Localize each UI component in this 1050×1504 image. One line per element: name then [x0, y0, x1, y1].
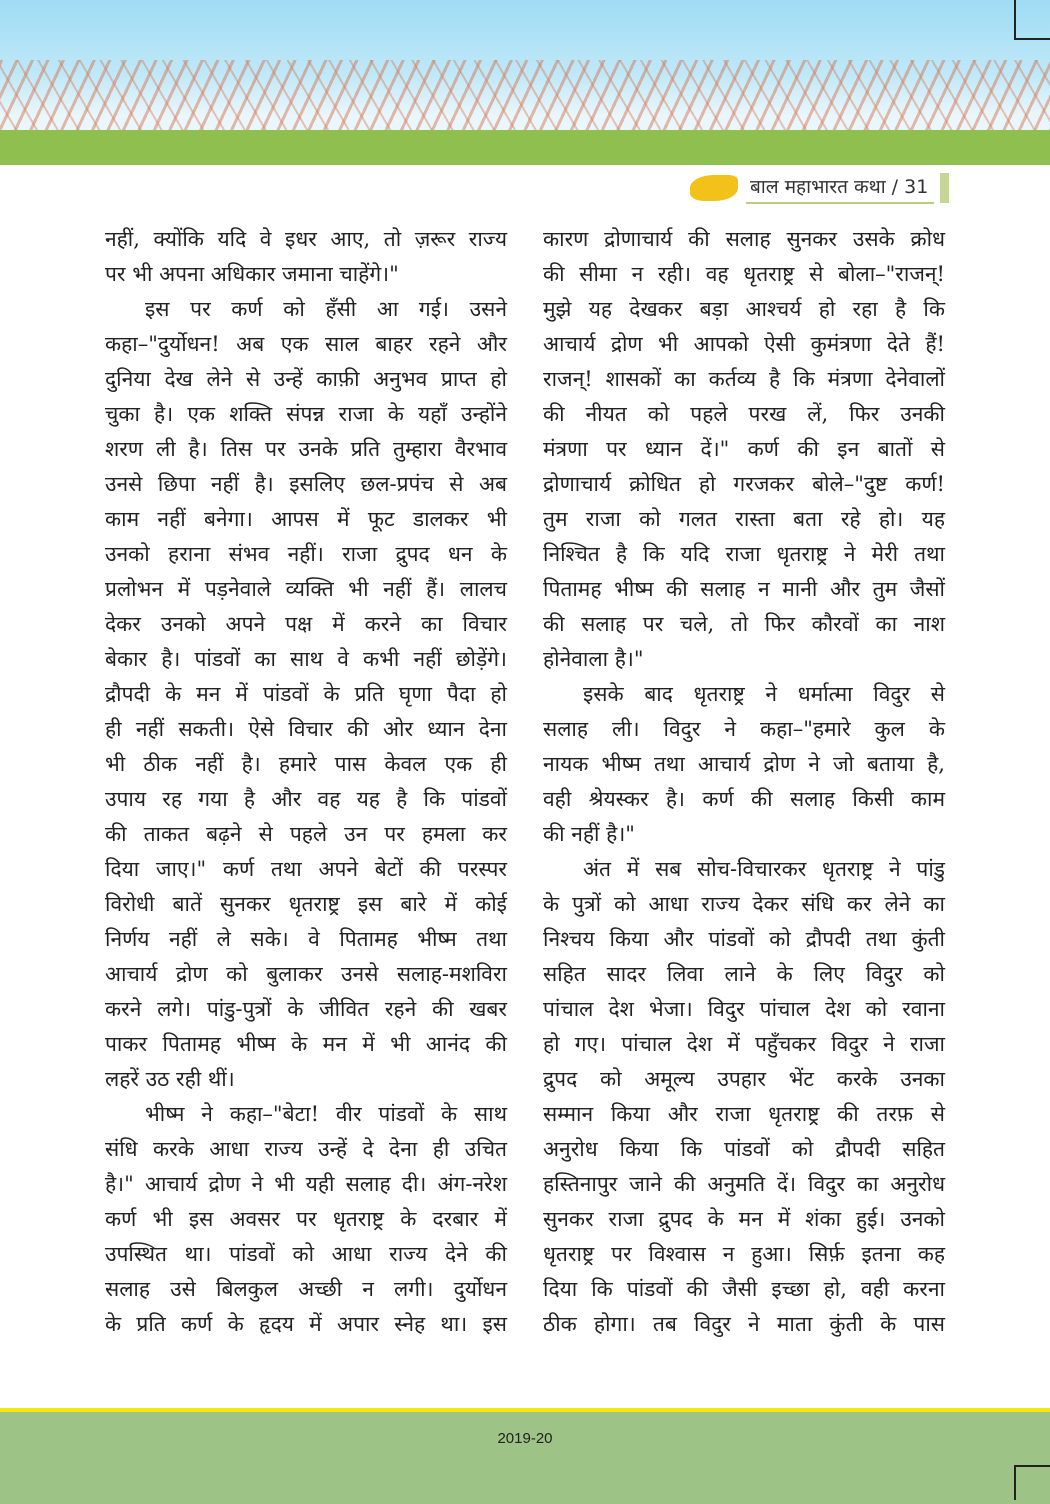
text-line: वही श्रेयस्कर है। कर्ण की सलाह किसी काम — [543, 787, 945, 811]
text-line: कारण द्रोणाचार्य की सलाह सुनकर उसके क्रोध — [543, 227, 945, 251]
text-line: की सीमा न रही। वह धृतराष्ट्र से बोला–"राजन्! — [543, 262, 945, 286]
grass-strip — [0, 130, 1050, 165]
header-illustration-banner — [0, 0, 1050, 165]
text-line: इसके बाद धृतराष्ट्र ने धर्मात्मा विदुर से — [583, 682, 945, 706]
text-line: भीष्म ने कहा–"बेटा! वीर पांडवों के साथ — [145, 1102, 507, 1126]
text-line: द्रोणाचार्य क्रोधित हो गरजकर बोले–"दुष्ट कर्ण! — [543, 472, 945, 496]
text-line: शरण ली है। तिस पर उनके प्रति तुम्हारा वैरभाव — [105, 437, 507, 461]
text-line: लहरें उठ रही थीं। — [105, 1067, 235, 1091]
text-line: उपस्थित था। पांडवों को आधा राज्य देने की — [105, 1242, 507, 1266]
text-line: निश्चय किया और पांडवों को द्रौपदी तथा कुंती — [543, 927, 945, 951]
text-line: नहीं, क्योंकि यदि वे इधर आए, तो ज़रूर राज्य — [105, 227, 507, 251]
footer-band — [0, 1408, 1050, 1504]
edition-year: 2019-20 — [497, 1430, 553, 1447]
text-line: सलाह ली। विदुर ने कहा–"हमारे कुल के — [543, 717, 945, 741]
text-line: सहित सादर लिवा लाने के लिए विदुर को — [543, 962, 945, 986]
text-line: होनेवाला है।" — [543, 647, 644, 671]
text-line: दिया कि पांडवों की जैसी इच्छा हो, वही करना — [543, 1277, 945, 1301]
text-line: मंत्रणा पर ध्यान दें।" कर्ण की इन बातों से — [543, 437, 945, 461]
text-line: निर्णय नहीं ले सके। वे पितामह भीष्म तथा — [105, 927, 507, 951]
text-line: उनसे छिपा नहीं है। इसलिए छल-प्रपंच से अब — [105, 472, 507, 496]
text-line: की नीयत को पहले परख लें, फिर उनकी — [543, 402, 945, 426]
text-line: सुनकर राजा द्रुपद के मन में शंका हुई। उनको — [543, 1207, 945, 1231]
text-line: के पुत्रों को आधा राज्य देकर संधि कर लेने का — [543, 892, 945, 916]
text-line: राजन्! शासकों का कर्तव्य है कि मंत्रणा देनेवालों — [543, 367, 945, 391]
text-line: पाकर पितामह भीष्म के मन में भी आनंद की — [105, 1032, 507, 1056]
crop-mark — [1014, 0, 1016, 38]
text-line: ही नहीं सकती। ऐसे विचार की ओर ध्यान देना — [105, 717, 507, 741]
text-line: संधि करके आधा राज्य उन्हें दे देना ही उचित — [105, 1137, 507, 1161]
text-line: के प्रति कर्ण के हृदय में अपार स्नेह था। इस — [105, 1312, 507, 1336]
text-line: विरोधी बातें सुनकर धृतराष्ट्र इस बारे में कोई — [105, 892, 507, 916]
text-line: सलाह उसे बिलकुल अच्छी न लगी। दुर्योधन — [105, 1277, 507, 1301]
text-line: पर भी अपना अधिकार जमाना चाहेंगे।" — [105, 262, 399, 286]
text-line: मुझे यह देखकर बड़ा आश्चर्य हो रहा है कि — [543, 297, 945, 321]
text-line: उनको हराना संभव नहीं। राजा द्रुपद धन के — [105, 542, 507, 566]
text-line: द्रौपदी के मन में पांडवों के प्रति घृणा पैदा हो — [105, 682, 507, 706]
text-line: है।" आचार्य द्रोण ने भी यही सलाह दी। अंग-नरेश — [105, 1172, 507, 1196]
text-line: धृतराष्ट्र पर विश्वास न हुआ। सिर्फ़ इतना कह — [543, 1242, 945, 1266]
crop-mark — [1014, 1465, 1050, 1467]
text-line: निश्चित है कि यदि राजा धृतराष्ट्र ने मेरी तथा — [543, 542, 945, 566]
text-line: पांचाल देश भेजा। विदुर पांचाल देश को रवाना — [543, 997, 945, 1021]
text-line: हो गए। पांचाल देश में पहुँचकर विदुर ने राजा — [543, 1032, 945, 1056]
text-line: बेकार है। पांडवों का साथ वे कभी नहीं छोड़ेंगे। — [105, 647, 507, 671]
text-line: की ताकत बढ़ने से पहले उन पर हमला कर — [105, 822, 507, 846]
text-line: अंत में सब सोच-विचारकर धृतराष्ट्र ने पांडु — [583, 857, 945, 881]
crop-mark — [1014, 1465, 1016, 1500]
text-line: सम्मान किया और राजा धृतराष्ट्र की तरफ़ से — [543, 1102, 945, 1126]
text-line: प्रलोभन में पड़नेवाले व्यक्ति भी नहीं हैं। लालच — [105, 577, 507, 601]
right-text-column — [543, 222, 945, 1342]
text-line: इस पर कर्ण को हँसी आ गई। उसने — [145, 297, 507, 321]
text-line: हस्तिनापुर जाने की अनुमति दें। विदुर का अनुरोध — [543, 1172, 945, 1196]
text-line: तुम राजा को गलत रास्ता बता रहे हो। यह — [543, 507, 945, 531]
book-logo-icon — [690, 175, 738, 201]
text-line: दिया जाए।" कर्ण तथा अपने बेटों की परस्पर — [105, 857, 507, 881]
crop-mark — [1014, 38, 1050, 40]
text-line: कर्ण भी इस अवसर पर धृतराष्ट्र के दरबार में — [105, 1207, 507, 1231]
text-line: आचार्य द्रोण को बुलाकर उनसे सलाह-मशविरा — [105, 962, 507, 986]
text-line: चुका है। एक शक्ति संपन्न राजा के यहाँ उन्होंने — [105, 402, 507, 426]
text-line: कहा–"दुर्योधन! अब एक साल बाहर रहने और — [105, 332, 507, 356]
text-line: नायक भीष्म तथा आचार्य द्रोण ने जो बताया है, — [543, 752, 945, 776]
left-text-column — [105, 222, 507, 1342]
text-line: पितामह भीष्म की सलाह न मानी और तुम जैसों — [543, 577, 945, 601]
header-accent-bar — [940, 173, 949, 203]
text-line: आचार्य द्रोण भी आपको ऐसी कुमंत्रणा देते हैं! — [543, 332, 945, 356]
text-line: अनुरोध किया कि पांडवों को द्रौपदी सहित — [543, 1137, 945, 1161]
text-line: द्रुपद को अमूल्य उपहार भेंट करके उनका — [543, 1067, 945, 1091]
text-line: की नहीं है।" — [543, 822, 635, 846]
text-line: उपाय रह गया है और वह यह है कि पांडवों — [105, 787, 507, 811]
text-line: की सलाह पर चले, तो फिर कौरवों का नाश — [543, 612, 945, 636]
text-line: करने लगे। पांडु-पुत्रों के जीवित रहने की खबर — [105, 997, 507, 1021]
running-header — [690, 172, 949, 204]
running-title: बाल महाभारत कथा / 31 — [746, 173, 934, 204]
text-line: दुनिया देख लेने से उन्हें काफ़ी अनुभव प्राप्त हो — [105, 367, 507, 391]
text-line: ठीक होगा। तब विदुर ने माता कुंती के पास — [543, 1312, 945, 1336]
warrior-frieze-illustration — [0, 60, 1050, 140]
text-line: काम नहीं बनेगा। आपस में फूट डालकर भी — [105, 507, 507, 531]
text-line: देकर उनको अपने पक्ष में करने का विचार — [105, 612, 507, 636]
text-line: भी ठीक नहीं है। हमारे पास केवल एक ही — [105, 752, 507, 776]
